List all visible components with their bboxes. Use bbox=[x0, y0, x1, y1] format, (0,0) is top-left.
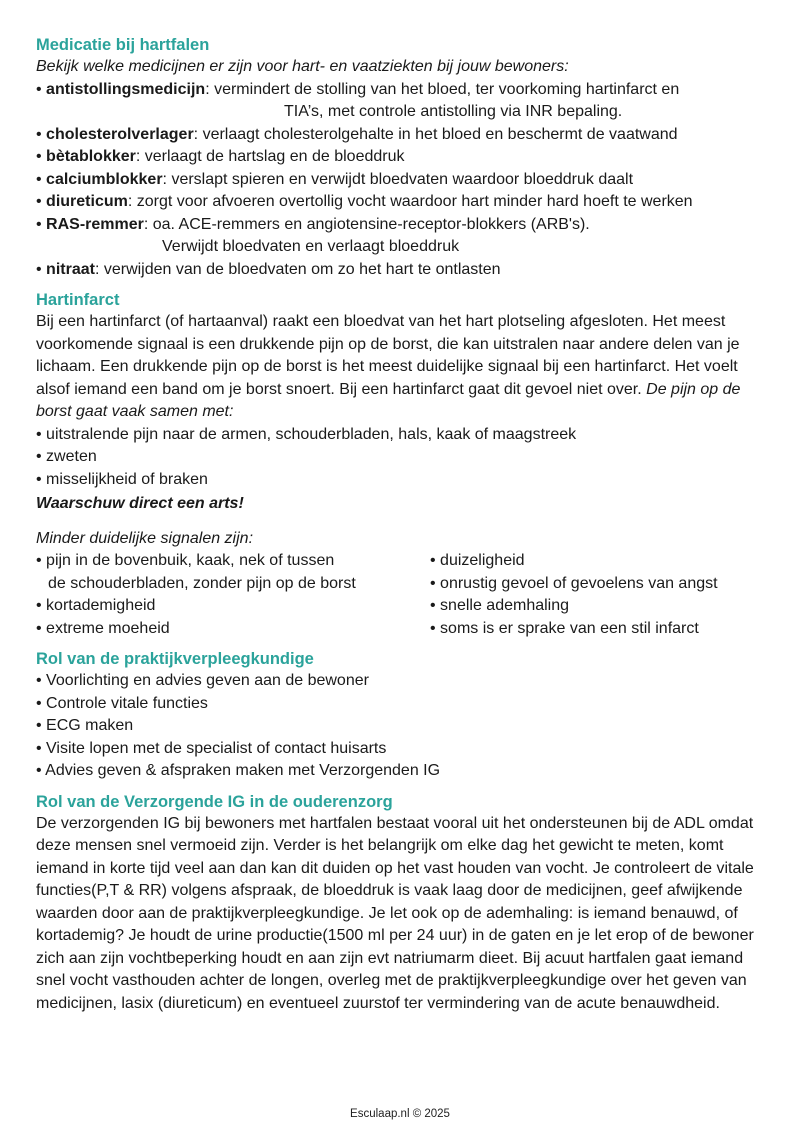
heading-rol-pvk: Rol van de praktijkverpleegkundige bbox=[36, 650, 314, 668]
sign-item: • extreme moeheid bbox=[36, 619, 170, 637]
pvk-task-item: • Controle vitale functies bbox=[36, 694, 208, 712]
medication-desc: : verslapt spieren en verwijdt bloedvaten waardoor bloeddruk daalt bbox=[162, 170, 634, 188]
pvk-task-item: • Visite lopen met de specialist of contact huisarts bbox=[36, 739, 387, 757]
pvk-task-item: • Advies geven & afspraken maken met Verzorgenden IG bbox=[36, 762, 441, 779]
sign-item: • soms is er sprake van een stil infarct bbox=[430, 619, 699, 637]
warning-text: Waarschuw direct een arts! bbox=[36, 495, 244, 512]
document-content bbox=[36, 34, 772, 1023]
medication-desc: : oa. ACE-remmers en angiotensine-receptor-blokkers (ARB's). bbox=[143, 215, 590, 233]
medication-item-continuation: Verwijdt bloedvaten en verlaagt bloeddruk bbox=[162, 238, 460, 255]
hartinfarct-paragraph bbox=[36, 311, 772, 424]
rol-ig-paragraph: De verzorgenden IG bij bewoners met hartfalen bestaat vooral uit het ondersteunen bij de ADL omdat deze mensen snel vermoeid zijn. Verder is het belangrijk om elke dag het gewicht te meten, komt iemand in korte tijd veel aan dan kan dit duiden op het vast houden van vocht. Je controleert de vitale functies(P,T & RR) volgens afspraak, de bloeddruk is vaak laag door de medicijnen, geef afwijkende waarden door aan de praktijkverpleegkundige. Je let ook op de ademhaling: is iemand benauwd, of kortademig? Je houdt de urine productie(1500 ml per 24 uur) in de gaten en je let erop of de bewoner zich aan zijn vochtbeperking houdt en aan zijn evt natriumarm dieet. Bij acuut hartfalen gaat iemand snel vocht vasthouden achter de longen, overleg met de praktijkverpleegkundige over het geven van medicijnen, lasix (diureticum) en eventueel zuurstof ter vermindering van de acute benauwdheid. bbox=[36, 814, 754, 1012]
hartinfarct-italic: De pijn op de borst gaat vaak samen met: bbox=[36, 380, 741, 420]
sign-item: • onrustig gevoel of gevoelens van angst bbox=[430, 574, 718, 592]
medication-term: bètablokker bbox=[46, 148, 136, 165]
medication-desc: : verlaagt cholesterolgehalte in het bloed en beschermt de vaatwand bbox=[193, 125, 678, 143]
sign-item: • snelle ademhaling bbox=[430, 597, 570, 614]
pvk-task-item: • ECG maken bbox=[36, 717, 134, 734]
medication-item: • cholesterolverlager: verlaagt cholesterolgehalte in het bloed en beschermt de vaatwand bbox=[36, 125, 678, 143]
medication-desc: : verlaagt de hartslag en de bloeddruk bbox=[135, 148, 405, 165]
medication-item: • nitraat: verwijden van de bloedvaten om zo het hart te ontlasten bbox=[36, 260, 501, 278]
medication-term: calciumblokker bbox=[46, 170, 163, 188]
sign-item: • kortademigheid bbox=[36, 597, 156, 614]
minder-intro: Minder duidelijke signalen zijn: bbox=[36, 529, 254, 547]
heading-hartinfarct: Hartinfarct bbox=[36, 291, 120, 309]
medication-desc: : vermindert de stolling van het bloed, ter voorkoming hartinfarct en bbox=[205, 80, 680, 98]
medication-item: • diureticum: zorgt voor afvoeren overtollig vocht waardoor hart minder hard hoeft te werken bbox=[36, 193, 693, 210]
section-medicatie bbox=[36, 34, 772, 281]
sign-item: • duizeligheid bbox=[430, 552, 525, 569]
signs-right-list bbox=[430, 550, 772, 640]
medication-item: • calciumblokker: verslapt spieren en verwijdt bloedvaten waardoor bloeddruk daalt bbox=[36, 170, 634, 188]
sign-continuation: de schouderbladen, zonder pijn op de borst bbox=[48, 574, 356, 592]
medication-item-continuation: TIA’s, met controle antistolling via INR bepaling. bbox=[284, 103, 623, 120]
signs-left-list bbox=[36, 550, 430, 640]
medication-term: diureticum bbox=[46, 193, 128, 210]
heading-rol-ig: Rol van de Verzorgende IG in de ouderenzorg bbox=[36, 792, 393, 811]
medication-desc: : verwijden van de bloedvaten om zo het hart te ontlasten bbox=[94, 260, 501, 278]
medication-desc: : zorgt voor afvoeren overtollig vocht waardoor hart minder hard hoeft te werken bbox=[127, 193, 693, 210]
symptom-item: • uitstralende pijn naar de armen, schouderbladen, hals, kaak of maagstreek bbox=[36, 425, 577, 443]
sign-text: • pijn in de bovenbuik, kaak, nek of tussen bbox=[36, 552, 335, 569]
medication-item: • RAS-remmer: oa. ACE-remmers en angiotensine-receptor-blokkers (ARB's). bbox=[36, 215, 590, 233]
symptom-item: • zweten bbox=[36, 448, 97, 465]
spacer bbox=[36, 516, 772, 528]
section-rol-ig bbox=[36, 791, 772, 1016]
medication-item: • antistollingsmedicijn: vermindert de stolling van het bloed, ter voorkoming hartinfarct en bbox=[36, 80, 680, 98]
medication-term: cholesterolverlager bbox=[46, 125, 194, 143]
sign-item bbox=[36, 550, 430, 595]
section-hartinfarct bbox=[36, 289, 772, 640]
section-rol-pvk bbox=[36, 648, 772, 783]
hartinfarct-text: Bij een hartinfarct (of hartaanval) raakt een bloedvat van het hart plotseling afgesloten. Het meest voorkomende signaal is een drukkende pijn op de borst, die kan uitstralen naar andere delen van je lichaam. Een drukkende pijn op de borst is het meest duidelijke signaal bij een hartinfarct. Het voelt alsof iemand een band om je borst snoert. Bij een hartinfarct gaat dit gevoel niet over. bbox=[36, 313, 740, 398]
medication-item: • bètablokker: verlaagt de hartslag en de bloeddruk bbox=[36, 148, 405, 165]
heading-medicatie: Medicatie bij hartfalen bbox=[36, 36, 210, 54]
footer-copyright: Esculaap.nl © 2025 bbox=[350, 1108, 450, 1120]
signs-columns bbox=[36, 550, 772, 640]
pvk-task-list bbox=[36, 670, 772, 783]
symptom-item: • misselijkheid of braken bbox=[36, 470, 208, 488]
medication-term: nitraat bbox=[46, 260, 95, 278]
pvk-task-item: • Voorlichting en advies geven aan de bewoner bbox=[36, 672, 369, 689]
medication-term: antistollingsmedicijn bbox=[46, 80, 206, 98]
medicatie-intro: Bekijk welke medicijnen er zijn voor hart- en vaatziekten bij jouw bewoners: bbox=[36, 58, 569, 75]
symptom-list bbox=[36, 424, 772, 492]
medication-list bbox=[36, 79, 772, 282]
medication-term: RAS-remmer bbox=[46, 215, 144, 233]
